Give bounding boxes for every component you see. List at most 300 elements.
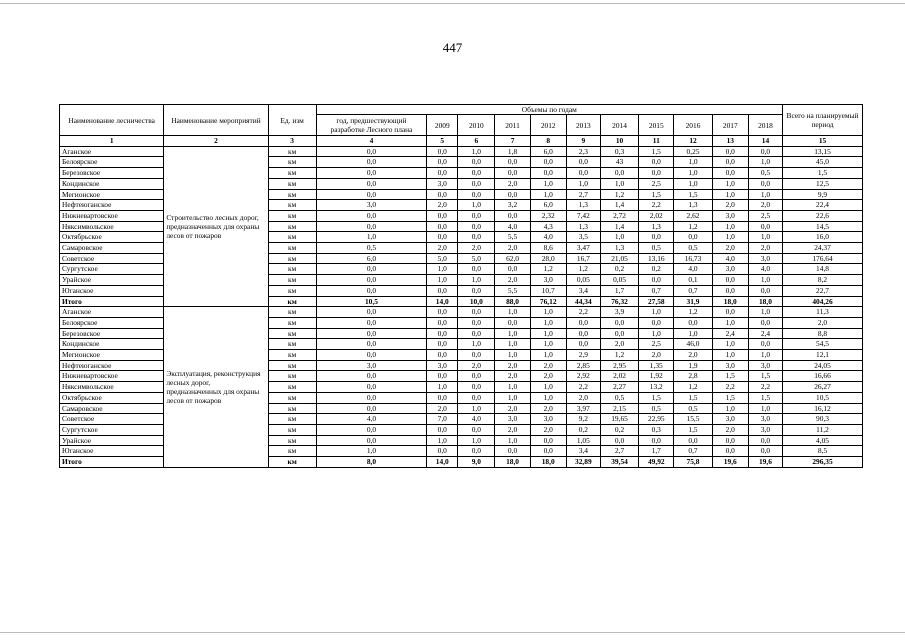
value-cell: 11,2 bbox=[783, 424, 863, 435]
page-number: 447 bbox=[442, 40, 463, 55]
value-cell: 0,0 bbox=[427, 328, 458, 339]
value-cell: 0,0 bbox=[316, 371, 427, 382]
value-cell: 1,0 bbox=[674, 178, 712, 189]
value-cell: 2,0 bbox=[495, 275, 530, 286]
activity-name: Строительство лесных дорог, предназначенных для охраны лесов от пожаров bbox=[164, 146, 268, 307]
value-cell: 2,0 bbox=[639, 350, 674, 361]
total-value: 14,0 bbox=[427, 457, 458, 468]
column-number: 1 bbox=[60, 136, 164, 147]
value-cell: 0,0 bbox=[712, 446, 748, 457]
value-cell: 0,5 bbox=[748, 168, 782, 179]
forestry-name: Октябрьское bbox=[60, 232, 164, 243]
header-year: 2013 bbox=[566, 115, 600, 136]
value-cell: 2,2 bbox=[566, 307, 600, 318]
value-cell: 1,4 bbox=[600, 221, 638, 232]
header-activity: Наименование мероприятий bbox=[164, 105, 268, 136]
value-cell: 1,3 bbox=[639, 221, 674, 232]
header-row-1 bbox=[60, 105, 863, 115]
value-cell: 4,3 bbox=[530, 221, 566, 232]
value-cell: 3,0 bbox=[712, 360, 748, 371]
value-cell: 0,0 bbox=[712, 275, 748, 286]
value-cell: 13,15 bbox=[783, 146, 863, 157]
value-cell: 3,0 bbox=[748, 253, 782, 264]
value-cell: 0,0 bbox=[566, 317, 600, 328]
value-cell: 0,0 bbox=[427, 307, 458, 318]
value-cell: 0,0 bbox=[748, 285, 782, 296]
value-cell: 0,0 bbox=[316, 189, 427, 200]
value-cell: 1,0 bbox=[458, 200, 495, 211]
value-cell: 1,0 bbox=[427, 382, 458, 393]
value-cell: 1,3 bbox=[674, 200, 712, 211]
forestry-name: Нижневартовское bbox=[60, 371, 164, 382]
value-cell: 9,9 bbox=[783, 189, 863, 200]
value-cell: 1,0 bbox=[495, 339, 530, 350]
value-cell: 0,0 bbox=[458, 221, 495, 232]
column-number: 8 bbox=[530, 136, 566, 147]
value-cell: 0,0 bbox=[530, 446, 566, 457]
unit-cell: км bbox=[268, 350, 316, 361]
value-cell: 0,0 bbox=[495, 210, 530, 221]
value-cell: 5,5 bbox=[495, 285, 530, 296]
forestry-name: Нефтеюганское bbox=[60, 360, 164, 371]
value-cell: 2,27 bbox=[600, 382, 638, 393]
value-cell: 2,5 bbox=[748, 210, 782, 221]
value-cell: 0,0 bbox=[712, 285, 748, 296]
value-cell: 2,95 bbox=[600, 360, 638, 371]
unit-cell: км bbox=[268, 189, 316, 200]
value-cell: 1,0 bbox=[316, 446, 427, 457]
value-cell: 0,0 bbox=[748, 221, 782, 232]
total-label: Итого bbox=[60, 457, 164, 468]
value-cell: 1,3 bbox=[566, 221, 600, 232]
value-cell: 1,0 bbox=[712, 221, 748, 232]
forestry-name: Мегионское bbox=[60, 189, 164, 200]
value-cell: 4,0 bbox=[530, 232, 566, 243]
value-cell: 3,0 bbox=[530, 414, 566, 425]
column-number: 14 bbox=[748, 136, 782, 147]
forestry-name: Советское bbox=[60, 414, 164, 425]
value-cell: 0,05 bbox=[600, 275, 638, 286]
value-cell: 1,3 bbox=[600, 243, 638, 254]
value-cell: 0,5 bbox=[674, 403, 712, 414]
total-value: 10,0 bbox=[458, 296, 495, 307]
total-value: 44,34 bbox=[566, 296, 600, 307]
total-value: 27,58 bbox=[639, 296, 674, 307]
value-cell: 2,5 bbox=[639, 178, 674, 189]
value-cell: 0,0 bbox=[458, 392, 495, 403]
unit-cell: км bbox=[268, 264, 316, 275]
header-prev-year: год, предшествующий разработке Лесного плана bbox=[316, 115, 427, 136]
total-value: 18,0 bbox=[748, 296, 782, 307]
value-cell: 2,7 bbox=[566, 189, 600, 200]
value-cell: 0,0 bbox=[600, 328, 638, 339]
total-value: 76,12 bbox=[530, 296, 566, 307]
unit-cell: км bbox=[268, 382, 316, 393]
value-cell: 1,0 bbox=[530, 392, 566, 403]
value-cell: 0,0 bbox=[712, 168, 748, 179]
value-cell: 21,05 bbox=[600, 253, 638, 264]
value-cell: 3,2 bbox=[495, 200, 530, 211]
value-cell: 2,3 bbox=[566, 146, 600, 157]
total-value: 39,54 bbox=[600, 457, 638, 468]
value-cell: 1,4 bbox=[600, 200, 638, 211]
value-cell: 0,0 bbox=[458, 168, 495, 179]
value-cell: 13,2 bbox=[639, 382, 674, 393]
value-cell: 1,2 bbox=[674, 382, 712, 393]
value-cell: 0,0 bbox=[427, 339, 458, 350]
header-year: 2009 bbox=[427, 115, 458, 136]
value-cell: 3,4 bbox=[566, 285, 600, 296]
value-cell: 0,0 bbox=[600, 435, 638, 446]
value-cell: 0,0 bbox=[639, 232, 674, 243]
unit-cell: км bbox=[268, 435, 316, 446]
value-cell: 6,0 bbox=[530, 146, 566, 157]
value-cell: 0,2 bbox=[600, 264, 638, 275]
column-number: 11 bbox=[639, 136, 674, 147]
value-cell: 2,0 bbox=[458, 243, 495, 254]
value-cell: 0,0 bbox=[316, 403, 427, 414]
value-cell: 0,0 bbox=[316, 264, 427, 275]
unit-cell: км bbox=[268, 392, 316, 403]
value-cell: 0,0 bbox=[427, 317, 458, 328]
value-cell: 1,5 bbox=[674, 424, 712, 435]
value-cell: 2,0 bbox=[600, 339, 638, 350]
value-cell: 3,0 bbox=[712, 264, 748, 275]
value-cell: 0,0 bbox=[316, 424, 427, 435]
value-cell: 1,0 bbox=[530, 178, 566, 189]
value-cell: 24,05 bbox=[783, 360, 863, 371]
forestry-name: Няксимвольское bbox=[60, 221, 164, 232]
value-cell: 0,0 bbox=[458, 317, 495, 328]
value-cell: 0,0 bbox=[674, 317, 712, 328]
value-cell: 0,0 bbox=[458, 446, 495, 457]
value-cell: 0,0 bbox=[316, 146, 427, 157]
value-cell: 0,0 bbox=[427, 157, 458, 168]
value-cell: 2,2 bbox=[748, 382, 782, 393]
value-cell: 1,0 bbox=[674, 328, 712, 339]
value-cell: 2,02 bbox=[600, 371, 638, 382]
column-number: 7 bbox=[495, 136, 530, 147]
value-cell: 0,0 bbox=[316, 275, 427, 286]
value-cell: 1,0 bbox=[748, 403, 782, 414]
value-cell: 2,0 bbox=[530, 424, 566, 435]
forest-roads-table bbox=[59, 104, 863, 468]
forestry-name: Аганское bbox=[60, 146, 164, 157]
value-cell: 2,8 bbox=[674, 371, 712, 382]
value-cell: 0,0 bbox=[458, 178, 495, 189]
value-cell: 2,0 bbox=[495, 178, 530, 189]
value-cell: 0,0 bbox=[316, 285, 427, 296]
value-cell: 0,0 bbox=[495, 189, 530, 200]
value-cell: 5,5 bbox=[495, 232, 530, 243]
value-cell: 1,8 bbox=[495, 146, 530, 157]
value-cell: 2,7 bbox=[600, 446, 638, 457]
value-cell: 1,5 bbox=[639, 146, 674, 157]
column-number: 15 bbox=[783, 136, 863, 147]
value-cell: 3,4 bbox=[566, 446, 600, 457]
value-cell: 2,0 bbox=[458, 360, 495, 371]
value-cell: 2,0 bbox=[674, 350, 712, 361]
value-cell: 1,0 bbox=[458, 435, 495, 446]
value-cell: 19,65 bbox=[600, 414, 638, 425]
value-cell: 0,0 bbox=[748, 146, 782, 157]
value-cell: 0,3 bbox=[600, 146, 638, 157]
value-cell: 1,0 bbox=[495, 350, 530, 361]
unit-cell: км bbox=[268, 446, 316, 457]
header-year: 2015 bbox=[639, 115, 674, 136]
value-cell: 2,72 bbox=[600, 210, 638, 221]
value-cell: 0,0 bbox=[458, 285, 495, 296]
value-cell: 0,0 bbox=[495, 317, 530, 328]
value-cell: 1,0 bbox=[748, 232, 782, 243]
unit-cell: км bbox=[268, 339, 316, 350]
total-value: 49,92 bbox=[639, 457, 674, 468]
value-cell: 0,0 bbox=[639, 275, 674, 286]
value-cell: 0,0 bbox=[712, 435, 748, 446]
value-cell: 0,0 bbox=[427, 424, 458, 435]
value-cell: 1,0 bbox=[458, 275, 495, 286]
scan-bottom-edge bbox=[0, 632, 905, 633]
forestry-name: Няксимвольское bbox=[60, 382, 164, 393]
value-cell: 0,0 bbox=[495, 157, 530, 168]
value-cell: 1,5 bbox=[748, 371, 782, 382]
value-cell: 0,0 bbox=[639, 435, 674, 446]
total-value: 88,0 bbox=[495, 296, 530, 307]
value-cell: 3,0 bbox=[712, 414, 748, 425]
value-cell: 10,5 bbox=[783, 392, 863, 403]
value-cell: 1,7 bbox=[639, 446, 674, 457]
value-cell: 1,3 bbox=[566, 200, 600, 211]
value-cell: 1,2 bbox=[600, 189, 638, 200]
value-cell: 0,0 bbox=[458, 382, 495, 393]
value-cell: 16,7 bbox=[566, 253, 600, 264]
value-cell: 1,0 bbox=[674, 157, 712, 168]
column-number: 9 bbox=[566, 136, 600, 147]
value-cell: 0,0 bbox=[427, 232, 458, 243]
value-cell: 3,0 bbox=[530, 275, 566, 286]
value-cell: 13,16 bbox=[639, 253, 674, 264]
value-cell: 43 bbox=[600, 157, 638, 168]
value-cell: 0,0 bbox=[748, 339, 782, 350]
value-cell: 2,0 bbox=[495, 243, 530, 254]
value-cell: 0,0 bbox=[427, 446, 458, 457]
total-value: 18,0 bbox=[495, 457, 530, 468]
total-value: 8,0 bbox=[316, 457, 427, 468]
value-cell: 2,02 bbox=[639, 210, 674, 221]
value-cell: 1,0 bbox=[530, 189, 566, 200]
forestry-name: Юганское bbox=[60, 446, 164, 457]
header-name: Наименование лесничества bbox=[60, 105, 164, 136]
value-cell: 2,0 bbox=[530, 360, 566, 371]
header-year: 2018 bbox=[748, 115, 782, 136]
value-cell: 2,0 bbox=[566, 392, 600, 403]
value-cell: 0,0 bbox=[316, 350, 427, 361]
value-cell: 1,5 bbox=[783, 168, 863, 179]
value-cell: 11,3 bbox=[783, 307, 863, 318]
value-cell: 1,0 bbox=[530, 328, 566, 339]
value-cell: 0,0 bbox=[639, 317, 674, 328]
value-cell: 1,0 bbox=[639, 307, 674, 318]
unit-cell: км bbox=[268, 275, 316, 286]
value-cell: 2,4 bbox=[748, 328, 782, 339]
value-cell: 0,0 bbox=[748, 435, 782, 446]
value-cell: 0,0 bbox=[600, 317, 638, 328]
value-cell: 14,8 bbox=[783, 264, 863, 275]
value-cell: 0,0 bbox=[495, 168, 530, 179]
value-cell: 1,0 bbox=[748, 350, 782, 361]
total-value: 19,6 bbox=[712, 457, 748, 468]
value-cell: 6,0 bbox=[530, 200, 566, 211]
forestry-name: Белоярское bbox=[60, 157, 164, 168]
value-cell: 1,5 bbox=[639, 392, 674, 403]
value-cell: 1,05 bbox=[566, 435, 600, 446]
value-cell: 0,0 bbox=[458, 307, 495, 318]
value-cell: 0,0 bbox=[458, 424, 495, 435]
value-cell: 0,0 bbox=[458, 328, 495, 339]
unit-cell: км bbox=[268, 307, 316, 318]
value-cell: 10,7 bbox=[530, 285, 566, 296]
column-number: 13 bbox=[712, 136, 748, 147]
unit-cell: км bbox=[268, 285, 316, 296]
value-cell: 1,2 bbox=[600, 350, 638, 361]
value-cell: 2,0 bbox=[712, 200, 748, 211]
value-cell: 0,0 bbox=[316, 307, 427, 318]
value-cell: 2,85 bbox=[566, 360, 600, 371]
value-cell: 0,0 bbox=[748, 178, 782, 189]
value-cell: 0,0 bbox=[530, 168, 566, 179]
total-label: Итого bbox=[60, 296, 164, 307]
value-cell: 2,92 bbox=[566, 371, 600, 382]
value-cell: 2,0 bbox=[427, 403, 458, 414]
value-cell: 3,0 bbox=[712, 210, 748, 221]
value-cell: 8,5 bbox=[783, 446, 863, 457]
unit-cell: км bbox=[268, 168, 316, 179]
value-cell: 3,0 bbox=[316, 200, 427, 211]
total-value: 75,8 bbox=[674, 457, 712, 468]
value-cell: 7,42 bbox=[566, 210, 600, 221]
value-cell: 16,12 bbox=[783, 403, 863, 414]
value-cell: 0,0 bbox=[639, 157, 674, 168]
value-cell: 0,0 bbox=[458, 232, 495, 243]
unit-cell: км bbox=[268, 178, 316, 189]
value-cell: 8,6 bbox=[530, 243, 566, 254]
value-cell: 1,2 bbox=[674, 221, 712, 232]
value-cell: 1,35 bbox=[639, 360, 674, 371]
value-cell: 6,0 bbox=[316, 253, 427, 264]
value-cell: 1,0 bbox=[458, 146, 495, 157]
forestry-name: Нефтеюганское bbox=[60, 200, 164, 211]
forestry-name: Самаровское bbox=[60, 403, 164, 414]
header-year: 2010 bbox=[458, 115, 495, 136]
value-cell: 15,5 bbox=[674, 414, 712, 425]
value-cell: 0,0 bbox=[316, 157, 427, 168]
value-cell: 28,0 bbox=[530, 253, 566, 264]
value-cell: 1,0 bbox=[712, 339, 748, 350]
column-numbers-row bbox=[60, 136, 863, 147]
total-value: 296,35 bbox=[783, 457, 863, 468]
value-cell: 0,0 bbox=[316, 392, 427, 403]
unit-cell: км bbox=[268, 200, 316, 211]
value-cell: 0,05 bbox=[566, 275, 600, 286]
column-number: 6 bbox=[458, 136, 495, 147]
value-cell: 2,5 bbox=[639, 339, 674, 350]
value-cell: 0,2 bbox=[639, 264, 674, 275]
value-cell: 0,0 bbox=[495, 446, 530, 457]
value-cell: 2,15 bbox=[600, 403, 638, 414]
total-value: 32,89 bbox=[566, 457, 600, 468]
value-cell: 0,0 bbox=[600, 168, 638, 179]
value-cell: 0,0 bbox=[427, 392, 458, 403]
value-cell: 45,0 bbox=[783, 157, 863, 168]
value-cell: 12,5 bbox=[783, 178, 863, 189]
forestry-name: Сургутское bbox=[60, 264, 164, 275]
value-cell: 0,3 bbox=[639, 424, 674, 435]
total-value: 404,26 bbox=[783, 296, 863, 307]
forestry-name: Урайское bbox=[60, 275, 164, 286]
value-cell: 0,0 bbox=[674, 232, 712, 243]
value-cell: 9,2 bbox=[566, 414, 600, 425]
value-cell: 0,2 bbox=[600, 424, 638, 435]
value-cell: 1,0 bbox=[712, 189, 748, 200]
value-cell: 3,0 bbox=[427, 360, 458, 371]
total-value: 14,0 bbox=[427, 296, 458, 307]
value-cell: 2,0 bbox=[748, 200, 782, 211]
value-cell: 1,0 bbox=[712, 317, 748, 328]
value-cell: 0,25 bbox=[674, 146, 712, 157]
value-cell: 0,0 bbox=[458, 210, 495, 221]
value-cell: 2,0 bbox=[712, 243, 748, 254]
value-cell: 0,5 bbox=[316, 243, 427, 254]
unit-cell: км bbox=[268, 317, 316, 328]
value-cell: 1,0 bbox=[674, 168, 712, 179]
value-cell: 1,0 bbox=[427, 275, 458, 286]
unit-cell: км bbox=[268, 221, 316, 232]
value-cell: 1,0 bbox=[712, 178, 748, 189]
value-cell: 1,0 bbox=[530, 307, 566, 318]
value-cell: 0,0 bbox=[316, 339, 427, 350]
value-cell: 54,5 bbox=[783, 339, 863, 350]
total-value: 76,32 bbox=[600, 296, 638, 307]
value-cell: 2,4 bbox=[712, 328, 748, 339]
activity-name: Эксплуатация, реконструкция лесных дорог, предназначенных для охраны лесов от пожаров bbox=[164, 307, 268, 468]
value-cell: 1,5 bbox=[674, 392, 712, 403]
value-cell: 16,66 bbox=[783, 371, 863, 382]
column-number: 3 bbox=[268, 136, 316, 147]
value-cell: 0,0 bbox=[566, 168, 600, 179]
value-cell: 2,0 bbox=[427, 243, 458, 254]
total-value: 18,0 bbox=[530, 457, 566, 468]
value-cell: 2,0 bbox=[495, 424, 530, 435]
value-cell: 2,9 bbox=[566, 350, 600, 361]
header-total: Всего на планируемый период bbox=[783, 105, 863, 136]
unit-cell: км bbox=[268, 253, 316, 264]
value-cell: 2,0 bbox=[783, 317, 863, 328]
header-unit: Ед. изм bbox=[268, 105, 316, 136]
header-year: 2012 bbox=[530, 115, 566, 136]
value-cell: 0,0 bbox=[316, 178, 427, 189]
value-cell: 1,0 bbox=[748, 189, 782, 200]
value-cell: 1,0 bbox=[495, 382, 530, 393]
total-value: 9,0 bbox=[458, 457, 495, 468]
value-cell: 0,0 bbox=[458, 350, 495, 361]
value-cell: 24,37 bbox=[783, 243, 863, 254]
value-cell: 0,0 bbox=[427, 285, 458, 296]
forestry-name: Юганское bbox=[60, 285, 164, 296]
forestry-name: Урайское bbox=[60, 435, 164, 446]
value-cell: 1,0 bbox=[458, 339, 495, 350]
value-cell: 1,0 bbox=[316, 232, 427, 243]
table-row bbox=[60, 307, 863, 318]
